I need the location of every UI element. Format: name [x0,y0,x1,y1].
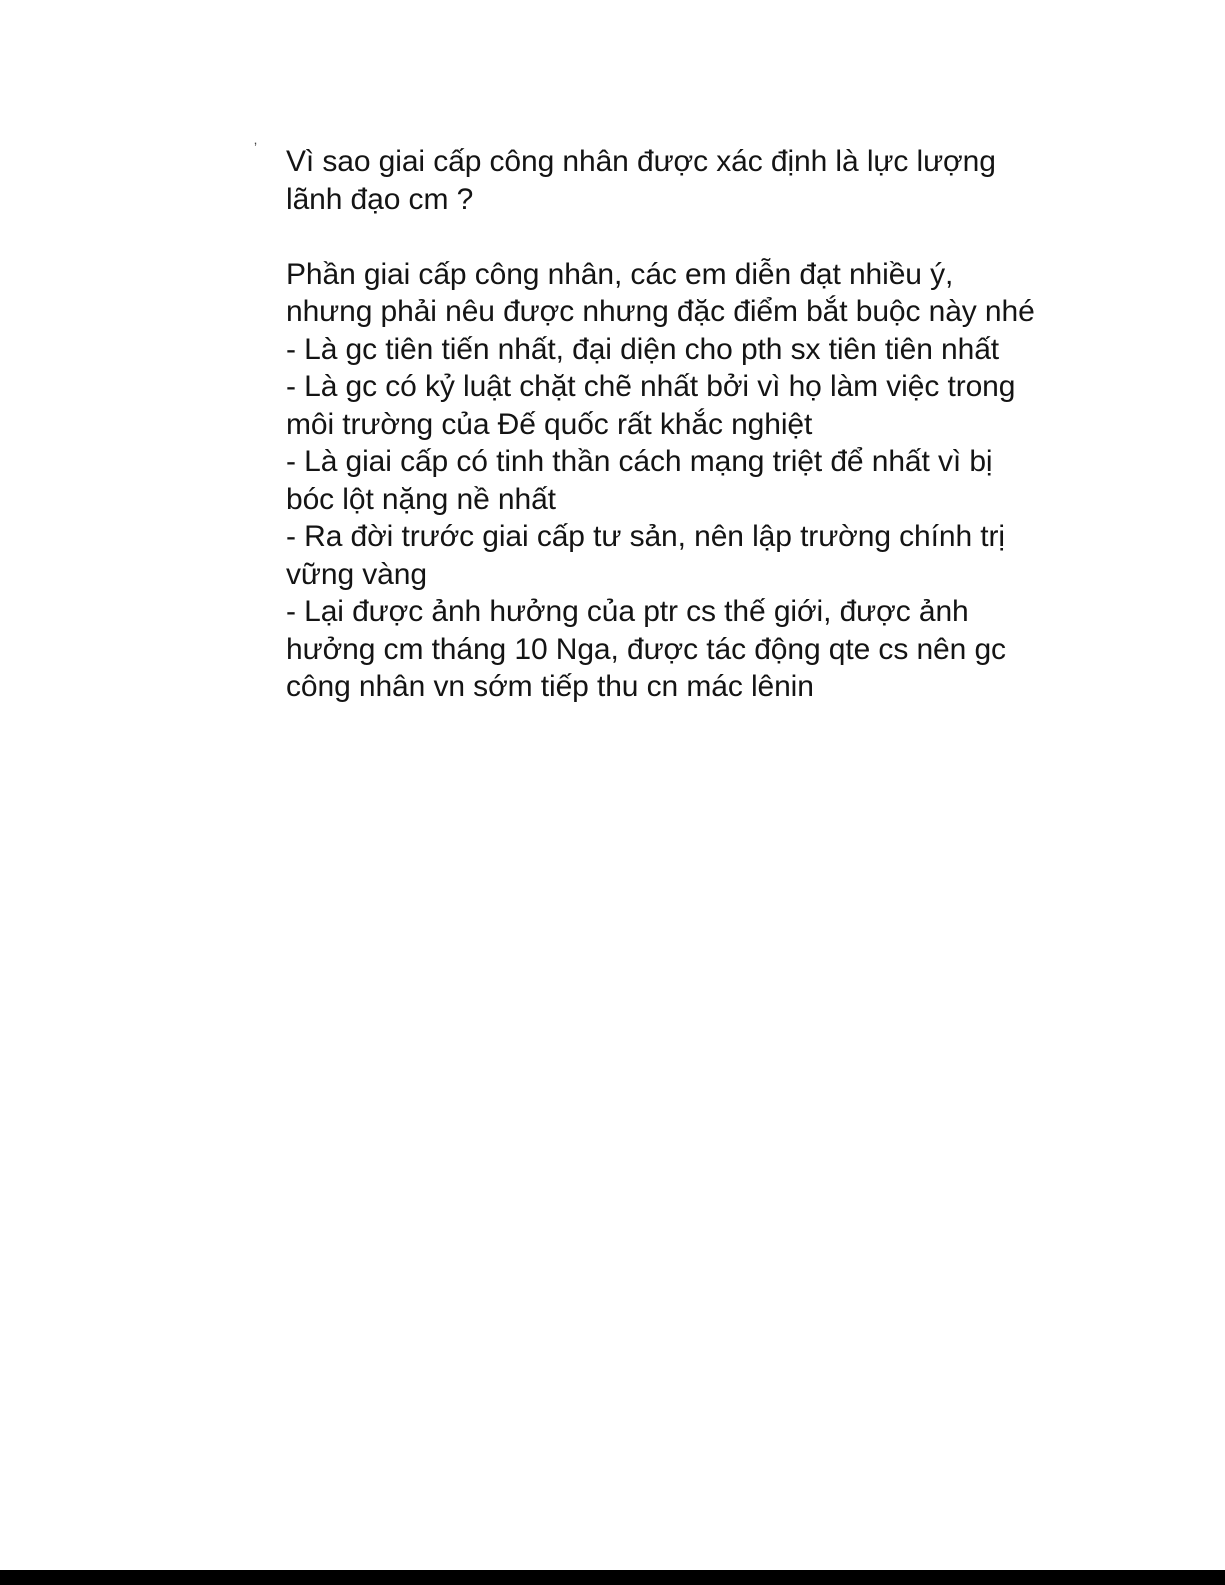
point-item: - Là gc có kỷ luật chặt chẽ nhất bởi vì họ làm việc trong môi trường của Đế quốc rất khắc nghiệt [286,370,1016,441]
document-body [286,143,1046,706]
point-item: - Ra đời trước giai cấp tư sản, nên lập trường chính trị vững vàng [286,520,1005,591]
margin-mark: ʼ [254,140,258,156]
question-text: Vì sao giai cấp công nhân được xác định là lực lượng lãnh đạo cm ? [286,145,996,216]
point-item: - Lại được ảnh hưởng của ptr cs thế giới, được ảnh hưởng cm tháng 10 Nga, được tác động qte cs nên gc công nhân vn sớm tiếp thu cn mác lênin [286,595,1006,703]
intro-text: Phần giai cấp công nhân, các em diễn đạt nhiều ý, nhưng phải nêu được nhưng đặc điểm bắt buộc này nhé [286,257,1035,328]
point-item: - Là gc tiên tiến nhất, đại diện cho pth sx tiên tiên nhất [286,332,1000,366]
bottom-border [0,1570,1225,1585]
point-item: - Là giai cấp có tinh thần cách mạng triệt để nhất vì bị bóc lột nặng nề nhất [286,445,993,516]
